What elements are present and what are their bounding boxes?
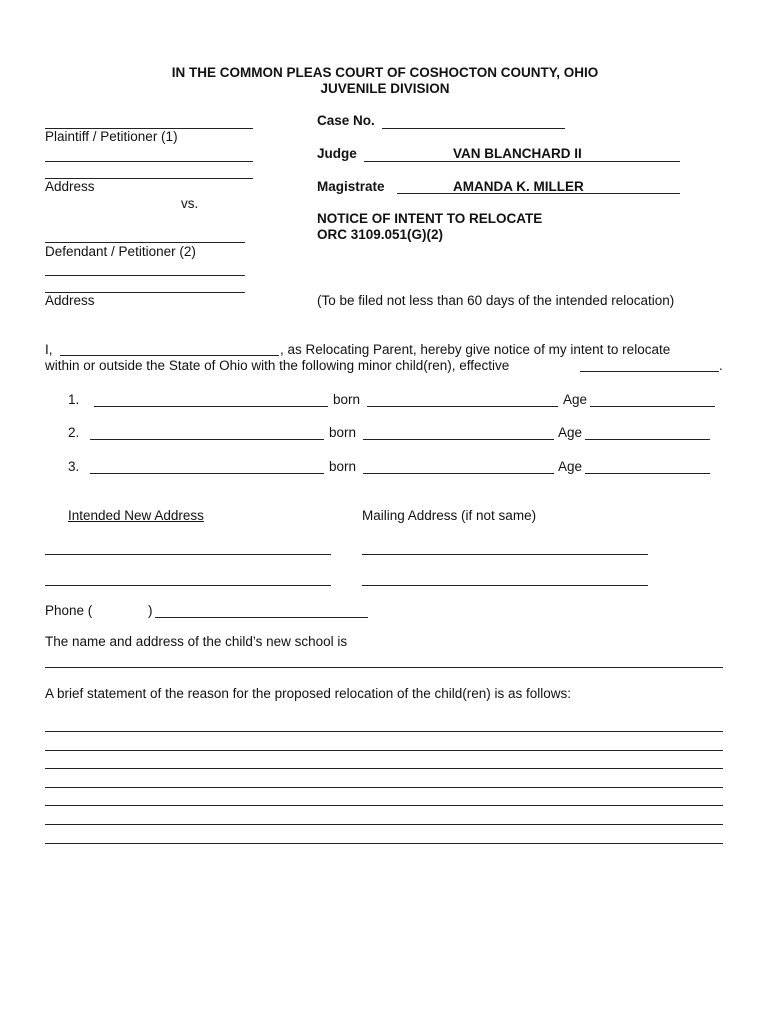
birthdate-field[interactable] [363,439,554,440]
reason-line-4[interactable] [45,787,723,788]
versus-text: vs. [181,196,199,211]
statute-reference: ORC 3109.051(G)(2) [317,227,444,242]
age-label: Age [558,425,583,440]
judge-label: Judge [317,146,357,161]
judge-name: VAN BLANCHARD II [453,146,582,161]
court-heading: IN THE COMMON PLEAS COURT OF COSHOCTON COUNTY, OHIO [171,65,599,80]
reason-line-1[interactable] [45,731,723,732]
defendant-address-label: Address [45,293,95,308]
child-number: 3. [68,459,80,474]
reason-line-3[interactable] [45,768,723,769]
reason-line-2[interactable] [45,750,723,751]
statement-line-2: within or outside the State of Ohio with the following minor child(ren), effective [45,358,510,373]
born-label: born [333,392,361,407]
child-number: 2. [68,425,80,440]
birthdate-field[interactable] [363,473,554,474]
case-no-field[interactable] [382,128,565,129]
child-number: 1. [68,392,80,407]
mailing-address-label: Mailing Address (if not same) [362,508,537,523]
age-field[interactable] [585,439,710,440]
magistrate-label: Magistrate [317,179,385,194]
intended-address-line-2[interactable] [45,585,331,586]
filing-note: (To be filed not less than 60 days of the intended relocation) [317,293,675,308]
plaintiff-label: Plaintiff / Petitioner (1) [45,129,178,144]
birthdate-field[interactable] [367,406,558,407]
mailing-address-line-2[interactable] [362,585,648,586]
defendant-label: Defendant / Petitioner (2) [45,244,196,259]
born-label: born [329,425,357,440]
magistrate-name: AMANDA K. MILLER [453,179,584,194]
phone-label: Phone ( [45,603,93,618]
child-name-field[interactable] [94,406,328,407]
division-heading: JUVENILE DIVISION [320,81,450,96]
statement-line-1: , as Relocating Parent, hereby give notice of my intent to relocate [280,342,671,357]
child-name-field[interactable] [90,473,324,474]
phone-area-close: ) [148,603,153,618]
age-label: Age [558,459,583,474]
plaintiff-address-label: Address [45,179,95,194]
reason-line-6[interactable] [45,824,723,825]
school-line[interactable] [45,667,723,668]
phone-number-field[interactable] [155,617,368,618]
age-field[interactable] [590,406,715,407]
defendant-name-line[interactable] [45,242,245,243]
intended-address-line-1[interactable] [45,554,331,555]
reason-line-5[interactable] [45,805,723,806]
defendant-address-line-1[interactable] [45,275,245,276]
school-label: The name and address of the child’s new school is [45,634,348,649]
case-no-label: Case No. [317,113,375,128]
born-label: born [329,459,357,474]
reason-label: A brief statement of the reason for the proposed relocation of the child(ren) is as follows: [45,686,572,701]
reason-line-7[interactable] [45,843,723,844]
child-name-field[interactable] [90,439,324,440]
statement-prefix: I, [45,342,53,357]
notice-title: NOTICE OF INTENT TO RELOCATE [317,211,543,226]
statement-period: . [719,358,723,373]
intended-address-label: Intended New Address [68,508,204,523]
relocating-parent-name-field[interactable] [60,355,279,356]
mailing-address-line-1[interactable] [362,554,648,555]
effective-date-field[interactable] [580,371,719,372]
plaintiff-address-line-1[interactable] [45,161,253,162]
age-field[interactable] [585,473,710,474]
age-label: Age [563,392,588,407]
